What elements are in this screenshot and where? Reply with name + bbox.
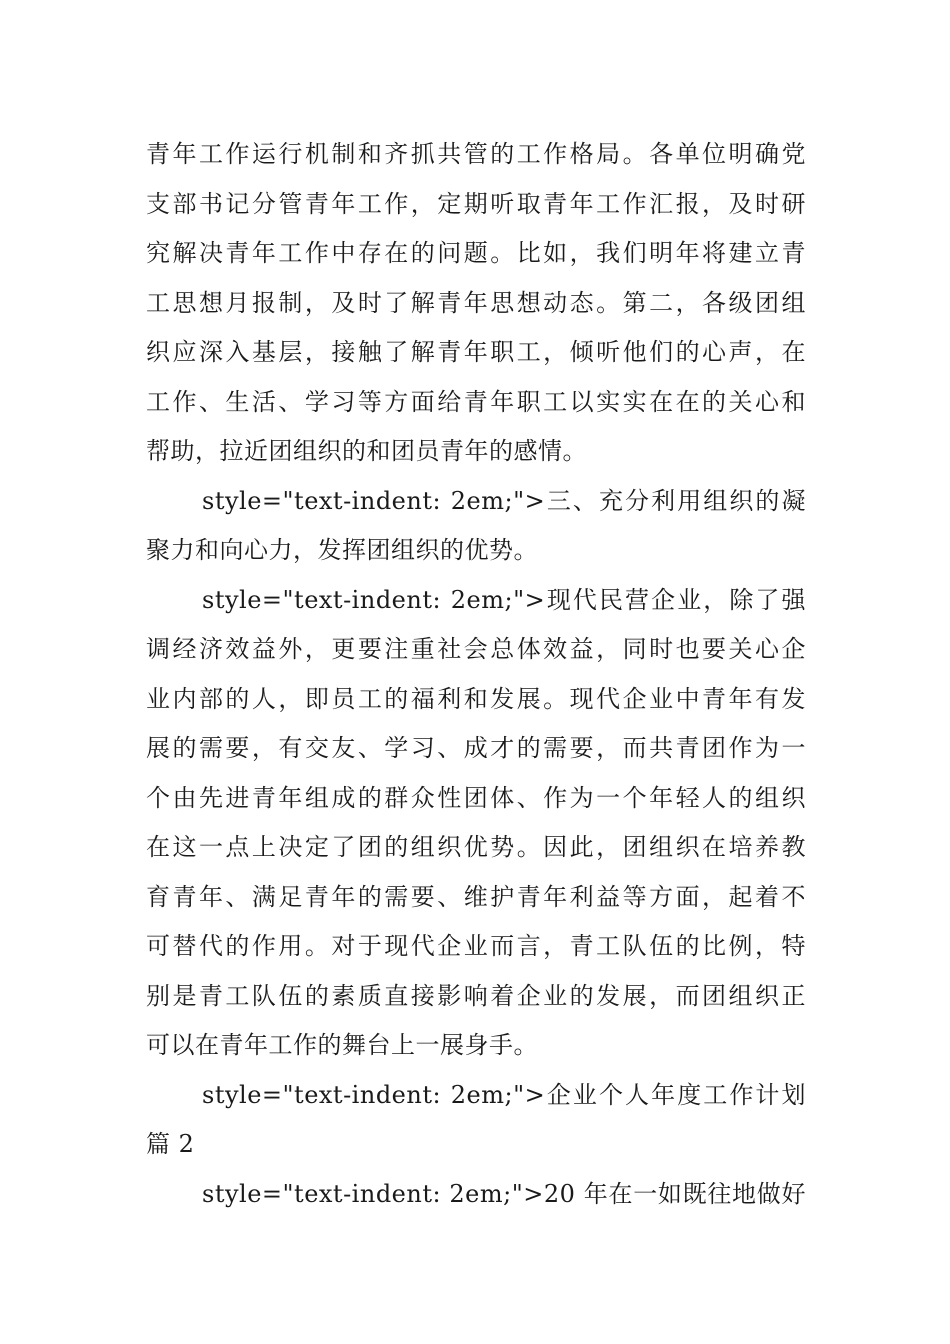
text-line: 工作、生活、学习等方面给青年职工以实实在在的关心和 [146, 387, 806, 416]
text-line: 聚力和向心力，发挥团组织的优势。 [146, 536, 538, 564]
text-line: style="text-indent: 2em;">三、充分利用组织的凝 [202, 486, 806, 515]
text-line: style="text-indent: 2em;">企业个人年度工作计划 [202, 1080, 806, 1109]
text-line: 织应深入基层，接触了解青年职工，倾听他们的心声，在 [146, 338, 806, 366]
text-line: 篇 2 [146, 1130, 195, 1158]
text-line: style="text-indent: 2em;">20 年在一如既往地做好 [202, 1179, 806, 1208]
text-line: 个由先进青年组成的群众性团体、作为一个年轻人的组织 [146, 783, 806, 812]
text-line: 展的需要，有交友、学习、成才的需要，而共青团作为一 [146, 734, 806, 762]
paragraph [146, 477, 806, 576]
paragraph [146, 576, 806, 1071]
text-line: 帮助，拉近团组织的和团员青年的感情。 [146, 437, 587, 465]
text-line: 别是青工队伍的素质直接影响着企业的发展，而团组织正 [146, 981, 806, 1010]
text-line: 调经济效益外，更要注重社会总体效益，同时也要关心企 [146, 635, 806, 663]
text-line: 可替代的作用。对于现代企业而言，青工队伍的比例，特 [146, 932, 806, 960]
text-line: style="text-indent: 2em;">现代民营企业，除了强 [202, 585, 806, 614]
text-line: 在这一点上决定了团的组织优势。因此，团组织在培养教 [146, 833, 806, 861]
text-line: 究解决青年工作中存在的问题。比如，我们明年将建立青 [146, 239, 806, 267]
paragraph [146, 1071, 806, 1170]
paragraph [146, 130, 806, 477]
text-line: 可以在青年工作的舞台上一展身手。 [146, 1031, 538, 1059]
paragraph [146, 1170, 806, 1220]
text-line: 业内部的人，即员工的福利和发展。现代企业中青年有发 [146, 684, 806, 713]
text-line: 青年工作运行机制和齐抓共管的工作格局。各单位明确党 [146, 140, 806, 168]
text-line: 支部书记分管青年工作，定期听取青年工作汇报，及时研 [146, 189, 806, 218]
text-line: 工思想月报制，及时了解青年思想动态。第二，各级团组 [146, 288, 806, 317]
document-body [146, 130, 806, 1219]
text-line: 育青年、满足青年的需要、维护青年利益等方面，起着不 [146, 882, 806, 911]
